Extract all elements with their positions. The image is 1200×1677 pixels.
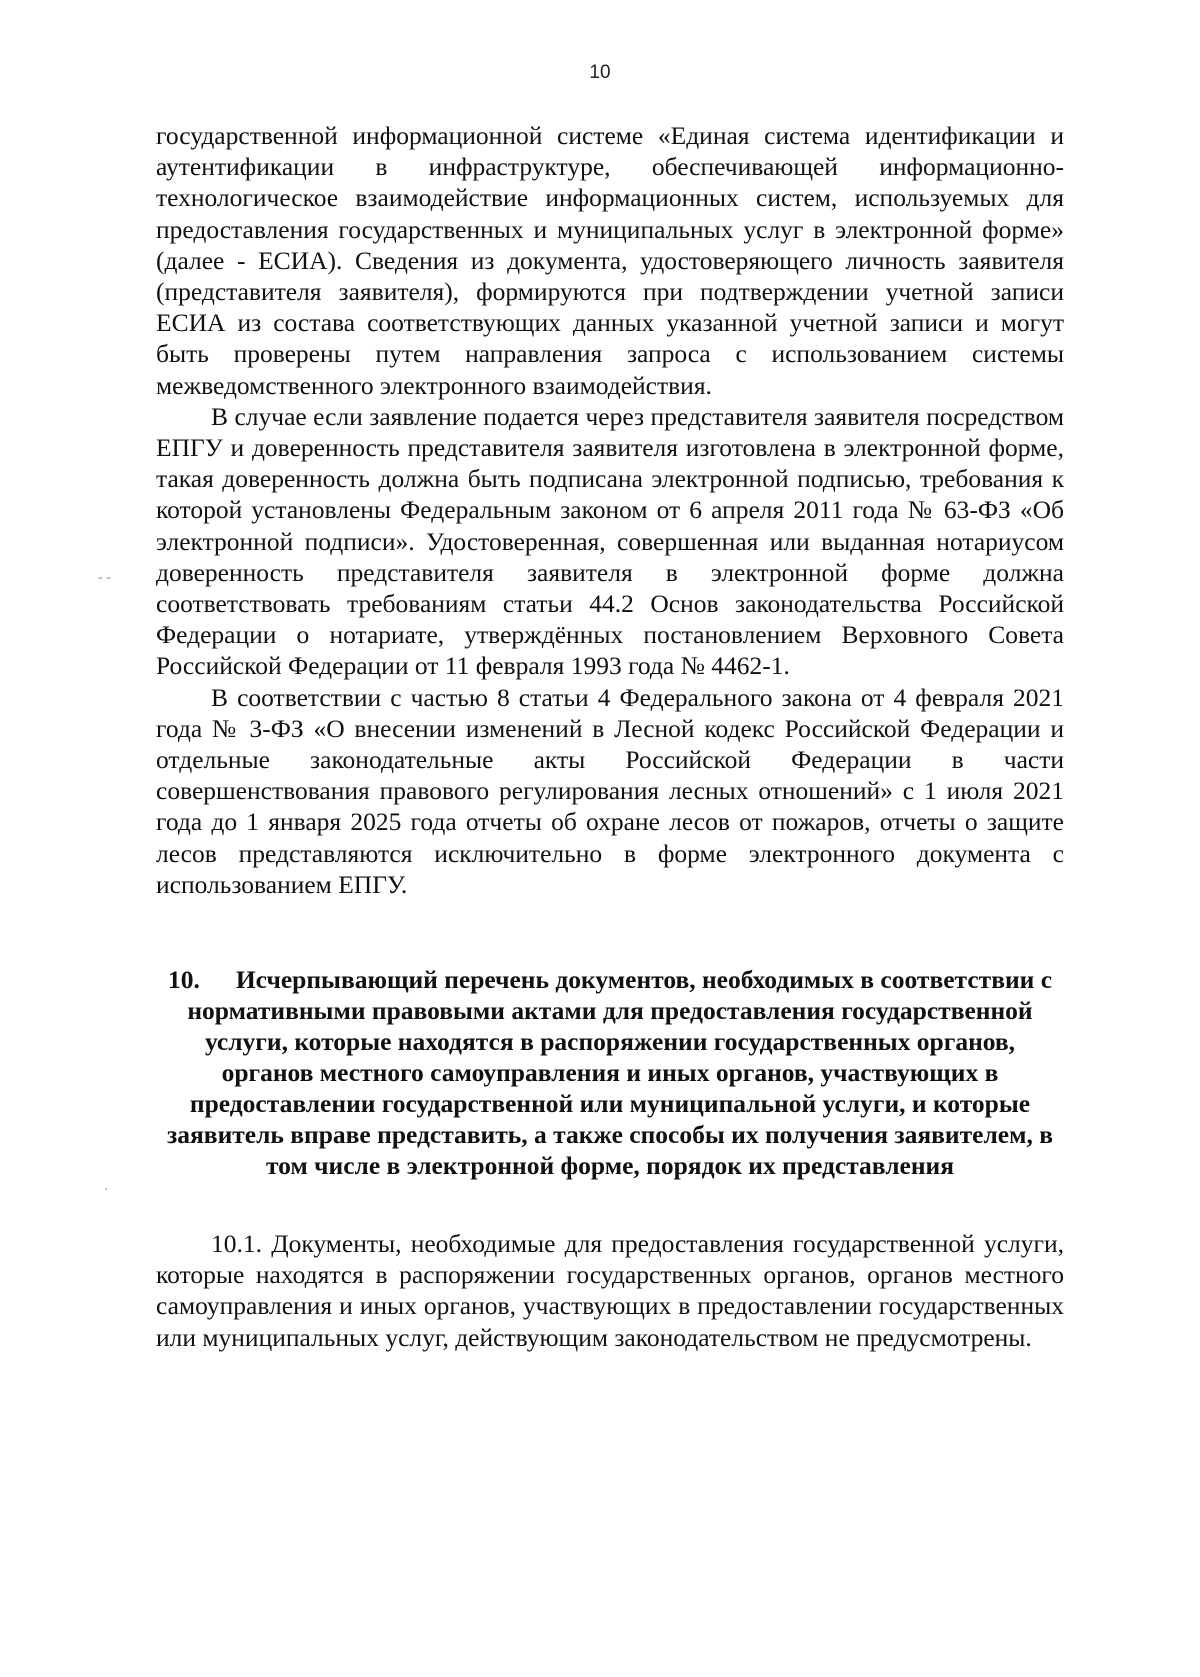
page-number: 10 <box>589 62 611 83</box>
section-number: 10. <box>167 965 200 994</box>
body-text-top <box>156 120 1064 900</box>
paragraph-federal-law: В соответствии с частью 8 статьи 4 Федерального закона от 4 февраля 2021 года № 3-ФЗ «О внесении изменений в Лесной кодекс Российской Федерации и отдельные законодательные акты Российской Федерации в части совершенствования правового регулирования лесных отношений» с 1 июля 2021 года до 1 января 2025 года отчеты об охране лесов от пожаров, отчеты о защите лесов представляются исключительно в форме электронного документа с использованием ЕПГУ. <box>156 682 1064 899</box>
body-text-bottom <box>156 1228 1064 1353</box>
scan-artifact-dot: · <box>104 1183 109 1198</box>
paragraph-10-1: 10.1. Документы, необходимые для предоставления государственной услуги, которые находятся в распоряжении государственных органов, органов местного самоуправления и иных органов, участвующих в предоставлении государственных или муниципальных услуг, действующим законодательством не предусмотрены. <box>156 1229 1064 1352</box>
paragraph-esia: государственной информационной системе «Единая система идентификации и аутентификации в инфраструктуре, обеспечивающей информационно-технологическое взаимодействие информационных систем, используемых для предоставления государственных и муниципальных услуг в электронной форме» (далее - ЕСИА). Сведения из документа, удостоверяющего личность заявителя (представителя заявителя), формируются при подтверждении учетной записи ЕСИА из состава соответствующих данных указанной учетной записи и могут быть проверены путем направления запроса с использованием системы межведомственного электронного взаимодействия. <box>156 121 1064 400</box>
scan-artifact-dash: - - <box>98 570 111 585</box>
section-heading <box>156 964 1064 1181</box>
section-title: Исчерпывающий перечень документов, необходимых в соответствии с нормативными правовыми актами для предоставления государственной услуги, которые находятся в распоряжении государственных органов, органов местного самоуправления и иных органов, участвующих в предоставлении государственной или муниципальной услуги, и которые заявитель вправе представить, а также способы их получения заявителем, в том числе в электронной форме, порядок их представления <box>167 965 1053 1180</box>
paragraph-power-of-attorney: В случае если заявление подается через представителя заявителя посредством ЕПГУ и доверенность представителя заявителя изготовлена в электронной форме, такая доверенность должна быть подписана электронной подписью, требования к которой установлены Федеральным законом от 6 апреля 2011 года № 63-ФЗ «Об электронной подписи». Удостоверенная, совершенная или выданная нотариусом доверенность представителя заявителя в электронной форме должна соответствовать требованиям статьи 44.2 Основ законодательства Российской Федерации о нотариате, утверждённых постановлением Верховного Совета Российской Федерации от 11 февраля 1993 года № 4462-1. <box>156 401 1064 681</box>
